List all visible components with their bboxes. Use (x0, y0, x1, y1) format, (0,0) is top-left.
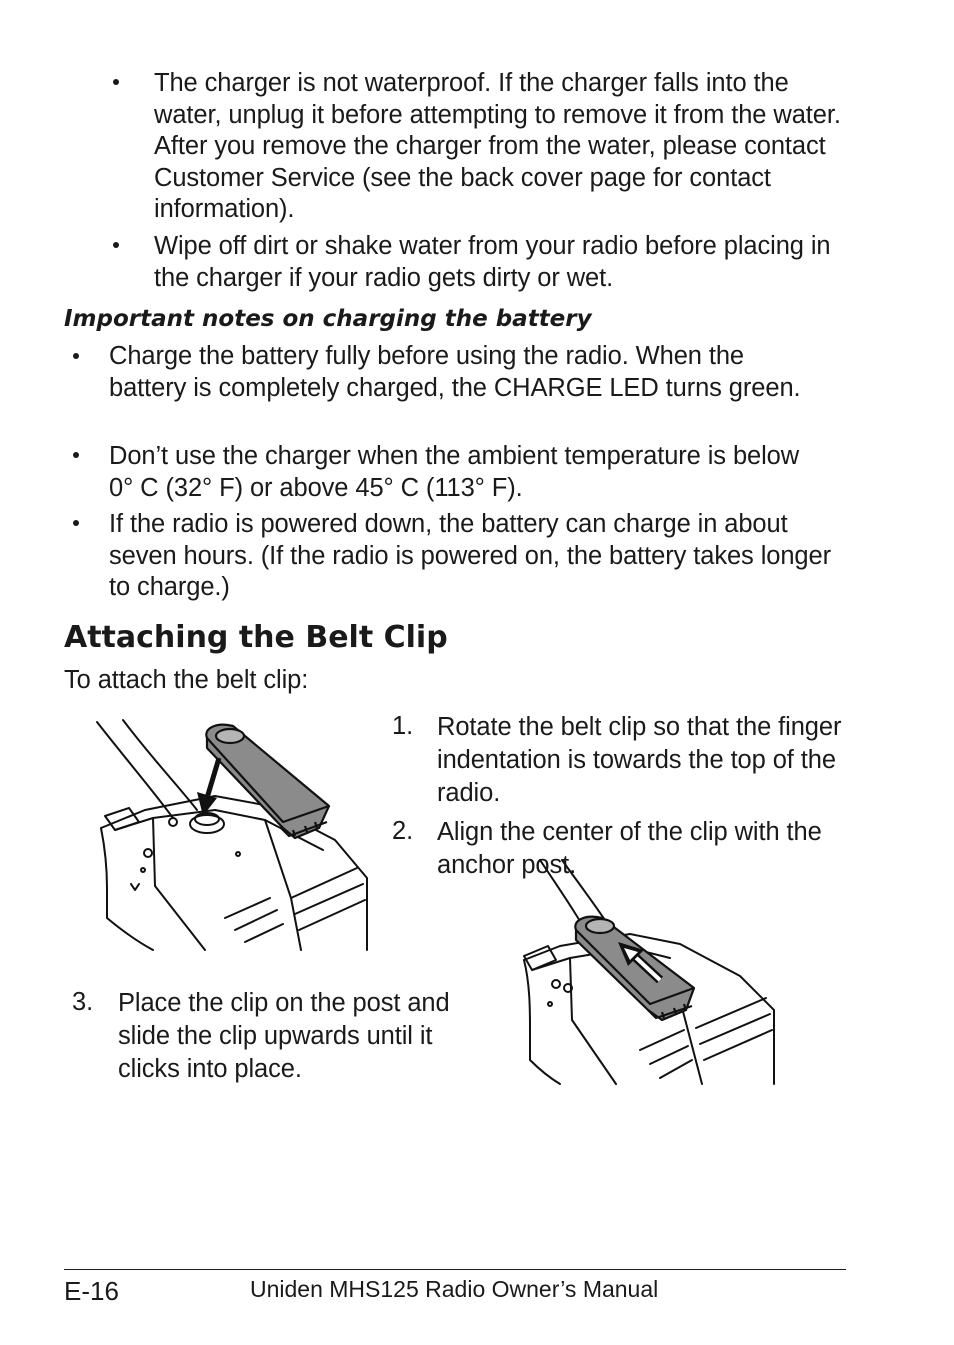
list-item: The charger is not waterproof. If the charger falls into the water, unplug it before attempting to remove it from the water. After you remove the charger from the water, please contact Customer Service (see the back cover page for contact information). (154, 69, 841, 223)
manual-title: Uniden MHS125 Radio Owner’s Manual (250, 1276, 659, 1302)
section-intro: To attach the belt clip: (64, 666, 309, 694)
bullet-dot (73, 353, 79, 359)
step-number: 3. (72, 988, 94, 1016)
belt-clip-align-illustration (95, 718, 385, 950)
list-item: Don’t use the charger when the ambient temperature is below 0° C (32° F) or above 45° C (113° F). (109, 442, 800, 502)
page-number: E-16 (64, 1276, 119, 1306)
belt-clip-slide-illustration (520, 860, 776, 1084)
step-text: Place the clip on the post and slide the clip upwards until it clicks into place. (118, 989, 450, 1083)
bullet-dot (113, 242, 119, 248)
step-text: Rotate the belt clip so that the finger indentation is towards the top of the radio. (437, 713, 842, 807)
charging-notes-heading: Important notes on charging the battery (64, 306, 592, 332)
section-heading: Attaching the Belt Clip (64, 620, 448, 655)
bullet-dot (73, 520, 79, 526)
list-item: Charge the battery fully before using the radio. When the battery is completely charged, the CHARGE LED turns green. (109, 342, 801, 402)
bullet-dot (73, 452, 79, 458)
list-item: Wipe off dirt or shake water from your radio before placing in the charger if your radio gets dirty or wet. (154, 232, 831, 292)
step-number: 1. (392, 712, 414, 740)
step-text: Align the center of the clip with the anchor post. (437, 818, 822, 879)
bullet-dot (113, 79, 119, 85)
footer-rule (64, 1269, 846, 1270)
step-number: 2. (392, 817, 414, 845)
list-item: If the radio is powered down, the battery can charge in about seven hours. (If the radio is powered on, the battery takes longer to charge.) (109, 510, 831, 601)
